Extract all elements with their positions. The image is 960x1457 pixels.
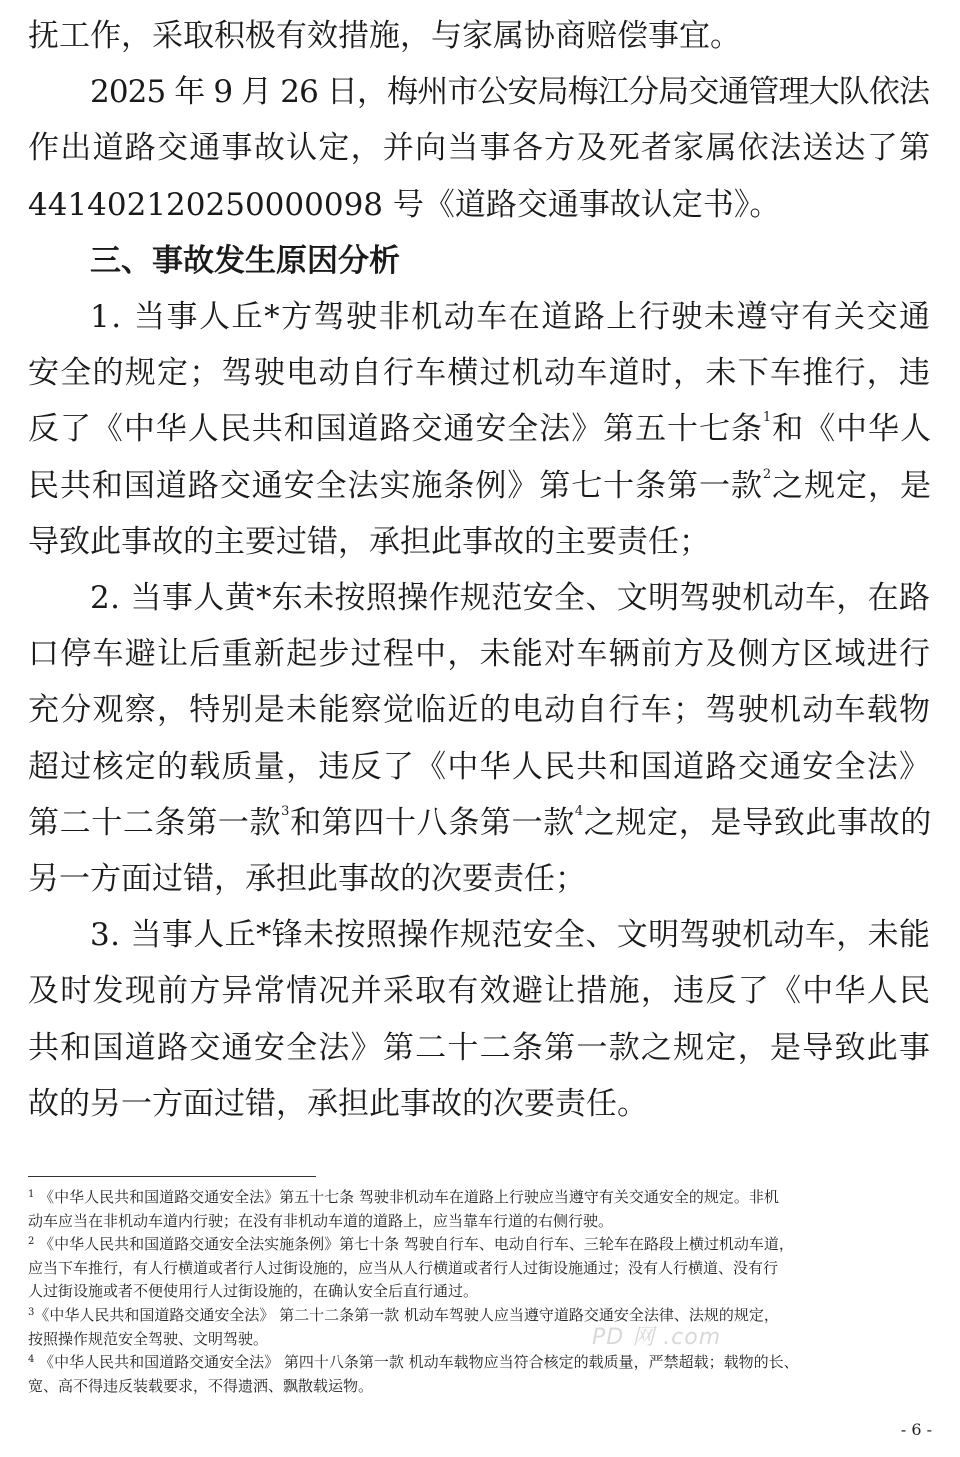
body-line-text: 安全的规定；驾驶电动自行车横过机动车道时，未下车推行，违 bbox=[28, 355, 932, 392]
body-line bbox=[0, 345, 960, 401]
footnote-text: 宽、高不得违反装载要求，不得遗洒、飘散载运物。 bbox=[28, 1376, 374, 1395]
footnote-text: $^2$ 《中华人民共和国道路交通安全法实施条例》第七十条 驾驶自行车、电动自行车、三轮车在路段上横过机动车道， bbox=[28, 1235, 794, 1254]
footnote-marker: 1 bbox=[28, 1189, 35, 1200]
body-line bbox=[0, 851, 960, 907]
footnote-line bbox=[0, 1210, 960, 1233]
body-line-text: 充分观察，特别是未能察觉临近的电动自行车；驾驶机动车载物 bbox=[28, 692, 932, 729]
footnote-text: $^3$《中华人民共和国道路交通安全法》 第二十二条第一款 机动车驾驶人应当遵守道路交通安全法律、法规的规定， bbox=[28, 1306, 779, 1324]
body-line bbox=[0, 626, 960, 682]
body-line bbox=[0, 963, 960, 1019]
body-line bbox=[0, 682, 960, 738]
footnote-text: $^4$ 《中华人民共和国道路交通安全法》 第四十八条第一款 机动车载物应当符合核定的载质量，严禁超载；载物的长、 bbox=[28, 1353, 799, 1372]
body-line-text: 作出道路交通事故认定，并向当事各方及死者家属依法送达了第 bbox=[28, 130, 932, 167]
body-line-text: 导致此事故的主要过错，承担此事故的主要责任； bbox=[28, 523, 710, 560]
body-line-text: 三、事故发生原因分析 bbox=[90, 242, 400, 279]
body-line bbox=[0, 907, 960, 963]
body-line-text: 3. 当事人丘*锋未按照操作规范安全、文明驾驶机动车，未能 bbox=[90, 917, 931, 954]
body-line-text: 超过核定的载质量，违反了《中华人民共和国道路交通安全法》 bbox=[28, 748, 932, 785]
footnote-line bbox=[0, 1257, 960, 1280]
body-line-text: 2. 当事人黄*东未按照操作规范安全、文明驾驶机动车，在路 bbox=[90, 580, 931, 616]
footnote-marker: 4 bbox=[28, 1354, 35, 1366]
footnote-marker: 1 bbox=[762, 410, 773, 426]
body-line bbox=[0, 120, 960, 176]
body-line-text: 故的另一方面过错，承担此事故的次要责任。 bbox=[28, 1085, 648, 1122]
footnote-separator bbox=[28, 1176, 316, 1177]
footnote-line bbox=[0, 1186, 960, 1209]
footnote-line bbox=[0, 1375, 960, 1398]
footnote-text: 动车应当在非机动车道内行驶；在没有非机动车道的道路上，应当靠车行道的右侧行驶。 bbox=[28, 1211, 614, 1230]
body-line-text: 2025 年 9 月 26 日，梅州市公安局梅江分局交通管理大队依法 bbox=[90, 74, 930, 111]
footnote-text: 应当下车推行，有人行横道或者行人过街设施的，应当从人行横道或者行人过街设施通过；没有人行横道、没有行 bbox=[28, 1258, 779, 1277]
body-line bbox=[0, 1020, 960, 1076]
footnote-text: 按照操作规范安全驾驶、文明驾驶。 bbox=[28, 1329, 269, 1348]
body-line bbox=[0, 570, 960, 626]
body-line-text: 另一方面过错，承担此事故的次要责任； bbox=[28, 861, 586, 897]
footnote-marker: 3 bbox=[281, 803, 291, 819]
footnote-text: $^1$ 《中华人民共和国道路交通安全法》第五十七条 驾驶非机动车在道路上行驶应当遵守有关交通安全的规定。非机 bbox=[28, 1188, 779, 1206]
body-line-text: 第二十二条第一款$^3$和第四十八条第一款$^4$之规定，是导致此事故的 bbox=[28, 803, 932, 841]
body-line bbox=[0, 289, 960, 345]
footnote-text: 人过街设施或者不便使用行人过街设施的，在确认安全后直行通过。 bbox=[28, 1282, 479, 1301]
body-line-text: 口停车避让后重新起步过程中，未能对车辆前方及侧方区域进行 bbox=[28, 636, 932, 673]
body-line bbox=[0, 739, 960, 795]
body-line-text: 共和国道路交通安全法》第二十二条第一款之规定，是导致此事 bbox=[28, 1029, 932, 1066]
body-line bbox=[0, 1076, 960, 1132]
body-line bbox=[0, 514, 960, 570]
footnote-marker: 4 bbox=[574, 803, 584, 819]
page-number: - 6 - bbox=[900, 1420, 932, 1439]
body-line bbox=[0, 795, 960, 851]
watermark: PD 网 .com bbox=[592, 1325, 722, 1350]
body-line bbox=[0, 458, 960, 514]
footnote-line bbox=[0, 1328, 960, 1351]
footnote-line bbox=[0, 1304, 960, 1327]
footnote-line bbox=[0, 1351, 960, 1374]
body-line-text: 1. 当事人丘*方驾驶非机动车在道路上行驶未遵守有关交通 bbox=[90, 299, 932, 335]
body-line bbox=[0, 177, 960, 233]
body-line-text: 民共和国道路交通安全法实施条例》第七十条第一款$^2$之规定，是 bbox=[28, 466, 932, 504]
body-line-text: 441402120250000098 号《道路交通事故认定书》。 bbox=[28, 186, 781, 223]
body-line bbox=[0, 8, 960, 64]
body-line-text: 反了《中华人民共和国道路交通安全法》第五十七条$^1$和《中华人 bbox=[28, 410, 932, 448]
body-line bbox=[0, 401, 960, 457]
section-heading bbox=[0, 233, 960, 289]
footnote-marker: 2 bbox=[762, 466, 773, 482]
footnote-marker: 2 bbox=[28, 1236, 35, 1248]
body-line-text: 抚工作，采取积极有效措施，与家属协商赔偿事宜。 bbox=[28, 18, 741, 54]
footnote-line bbox=[0, 1280, 960, 1303]
body-line-text: 及时发现前方异常情况并采取有效避让措施，违反了《中华人民 bbox=[28, 973, 932, 1010]
body-line bbox=[0, 64, 960, 120]
footnote-line bbox=[0, 1233, 960, 1256]
footnote-marker: 3 bbox=[28, 1307, 35, 1318]
